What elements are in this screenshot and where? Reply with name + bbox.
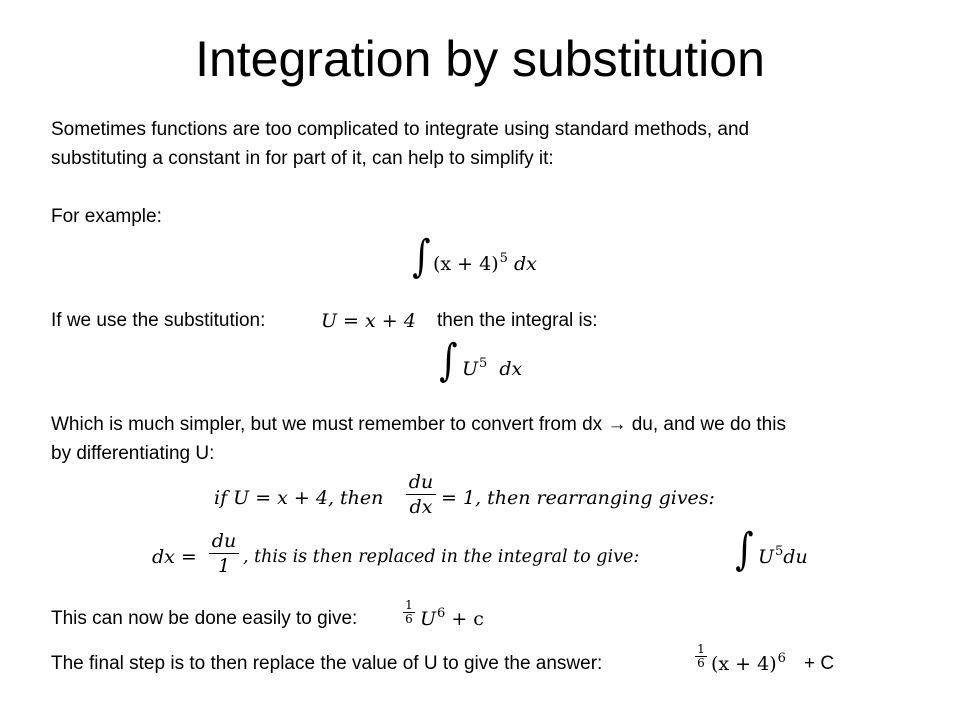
eq1-body: (x + 4) [433,253,499,275]
final-text: The final step is to then replace the value of U to give the answer: [51,653,603,674]
eq1-dx: dx [513,253,537,275]
final-power: 6 [777,651,786,666]
integral-sign-1: ∫ [412,231,431,282]
eq2-power: 5 [479,356,488,371]
integral-sign-3: ∫ [735,524,754,575]
eq3-tail: = 1, then rearranging gives: [441,487,715,509]
final-tail: + C [804,653,835,674]
slide-title: Integration by substitution [195,31,765,87]
eq3-frac-den: dx [409,496,433,518]
substitution-text: If we use the substitution: [51,310,266,331]
final-fraction [695,643,707,670]
eq1-power: 5 [499,251,508,266]
final-body: (x + 4) [711,653,777,675]
easy-text: This can now be done easily to give: [51,608,358,629]
eq4-lead: dx = [152,546,197,568]
easy-var: U [420,608,437,630]
eq4-frac-num: du [211,530,237,552]
final-frac-den: 6 [697,656,705,670]
eq4-du: du [783,546,808,568]
final-frac-num: 1 [697,642,705,656]
simpler-line-2: by differentiating U: [51,443,215,464]
eq2-dx: dx [499,358,523,380]
eq4-mid: , this is then replaced in the integral to give: [243,547,640,567]
intro-line-2: substituting a constant in for part of it, can help to simplify it: [51,148,554,169]
equation-1 [433,250,537,281]
simpler-line-1: Which is much simpler, but we must remember to convert from dx → du, and we do this [51,414,786,435]
intro-line-1: Sometimes functions are too complicated to integrate using standard methods, and [51,119,750,140]
easy-power: 6 [437,606,446,621]
integral-sign-2: ∫ [439,335,458,386]
substitution-text-after: then the integral is: [437,310,598,331]
eq3-frac-num: du [408,471,434,493]
eq4-fraction [208,529,240,578]
equation-2 [462,355,522,386]
easy-result [420,605,484,636]
substitution-equation: U = x + 4 [321,310,416,332]
easy-fraction [403,599,415,626]
easy-frac-num: 1 [405,598,413,612]
eq3-lead: if U = x + 4, then [214,487,384,509]
eq4-frac-den: 1 [217,555,231,577]
eq4-power: 5 [775,544,784,559]
example-label: For example: [51,206,162,227]
eq2-var: U [462,358,479,380]
eq4-var: U [758,546,775,568]
eq4-integrand [758,543,808,574]
easy-frac-den: 6 [405,612,413,626]
final-result [711,650,786,681]
eq3-fraction [405,470,437,519]
easy-tail: + c [451,608,484,630]
